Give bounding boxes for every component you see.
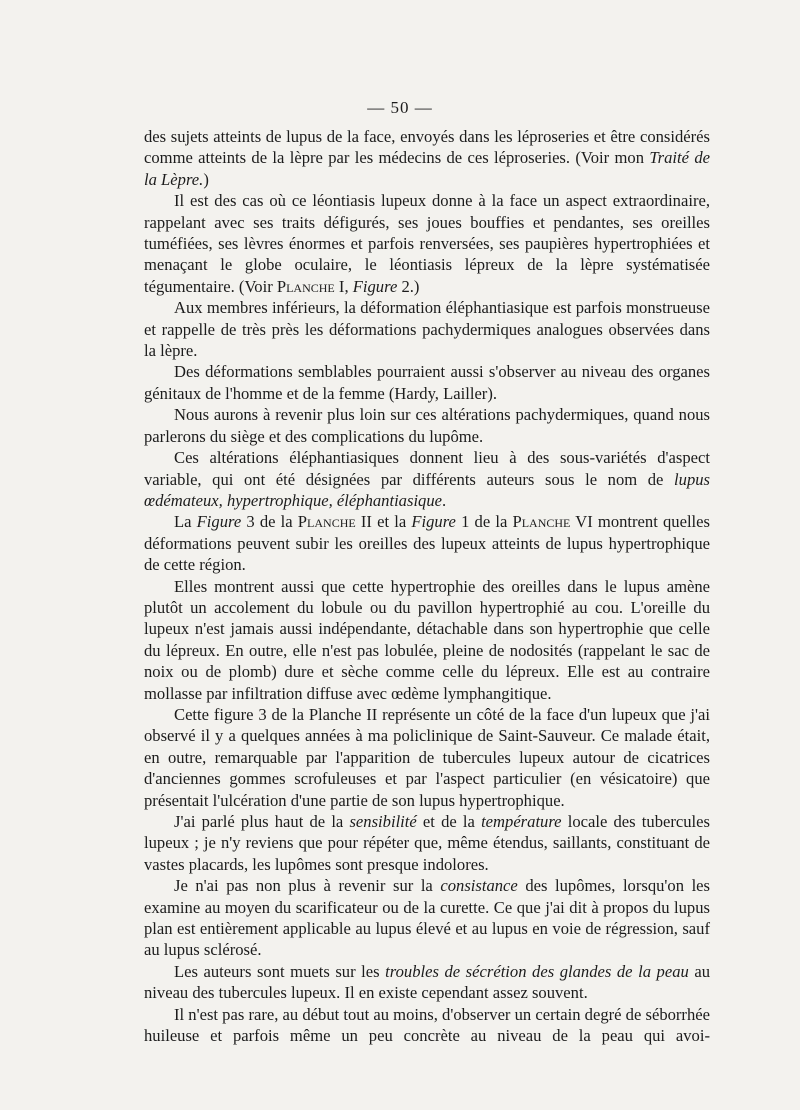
text-segment: Elles montrent aussi que cette hypertrophie des oreilles dans le lupus amène plutôt un accolement du lobule ou du pavillon hypertrophié au cou. L'oreille du lupeux n'est jamais aussi indépendante, détachable dans son hypertrophie que celle du lépreux. En outre, elle n'est pas lobulée, pleine de nodosités (rappelant le sac de noix ou de plomb) dure et sèche comme celle du lépreux. Elle est au contraire mollasse par infiltration diffuse avec œdème lymphangitique. xyxy=(144,576,710,703)
italic-text: sensibilité xyxy=(349,812,417,831)
text-segment: des sujets atteints de lupus de la face, envoyés dans les léproseries et être considérés comme atteints de la lèpre par les médecins de ces léproseries. (Voir mon xyxy=(144,127,710,168)
italic-text: troubles de sécrétion des glandes de la peau xyxy=(385,961,689,981)
text-segment: des lupômes, lorsqu'on les examine au moyen du scarificateur ou de la curette. Ce que j'ai dit à propos du lupus plan est entièrement applicable au lupus élevé et au lupus en voie de régression, sauf au lupus sclérosé. xyxy=(144,876,710,960)
paragraph-p8 xyxy=(144,576,710,704)
text-segment: I, xyxy=(334,276,353,296)
text-segment: 1 de la xyxy=(455,512,513,532)
paragraph-p6 xyxy=(144,447,710,511)
paragraph-p5 xyxy=(144,404,710,447)
text-segment: Nous aurons à revenir plus loin sur ces altérations pachydermiques, quand nous parlerons du siège et des complications du lupôme. xyxy=(144,405,710,446)
text-segment: VI montrent quelles déformations peuvent subir les oreilles des lupeux atteints de lupus hypertrophique de cette région. xyxy=(144,512,710,575)
italic-text: température xyxy=(481,812,562,831)
italic-text: Figure xyxy=(352,276,398,296)
text-segment: Ces altérations éléphantiasiques donnent lieu à des sous-variétés d'aspect variable, qui ont été désignées par différents auteurs sous le nom de xyxy=(144,448,710,489)
small-caps-text: Planche xyxy=(297,512,356,532)
text-segment: au niveau des tubercules lupeux. Il en existe cependant assez souvent. xyxy=(144,961,711,1003)
body-text xyxy=(144,126,710,1046)
text-segment: Cette figure 3 de la Planche II représente un côté de la face d'un lupeux que j'ai observé il y a quelques années à ma policlinique de Saint-Sauveur. Ce malade était, en outre, remarquable par l'apparition de tubercules lupeux autour de cicatrices d'anciennes gommes scrofuleuses et par l'aspect particulier (en vésicatoire) que présentait l'ulcération d'une partie de son lupus hypertrophique. xyxy=(144,704,710,810)
text-segment: ) xyxy=(203,169,209,189)
text-segment: 3 de la xyxy=(241,512,298,532)
text-segment: locale des tubercules lupeux ; je n'y reviens que pour répéter que, même étendus, saillants, constituant de vastes placards, les lupômes sont presque indolores. xyxy=(144,812,710,874)
italic-text: Traité de la Lèpre. xyxy=(144,148,710,189)
paragraph-p2 xyxy=(144,190,710,297)
italic-text: Figure xyxy=(411,512,456,532)
text-segment: et de la xyxy=(416,812,482,831)
small-caps-text: Planche xyxy=(512,512,571,532)
paragraph-p3 xyxy=(144,297,710,361)
italic-text: lupus œdémateux, hypertrophique, éléphantiasique xyxy=(144,469,710,510)
text-segment: J'ai parlé plus haut de la xyxy=(174,812,350,831)
text-segment: Aux membres inférieurs, la déformation éléphantiasique est parfois monstrueuse et rappelle de très près les déformations pachydermiques analogues observées dans la lèpre. xyxy=(144,298,710,361)
paragraph-p12 xyxy=(144,961,710,1004)
text-segment: Je n'ai pas non plus à revenir sur la xyxy=(174,876,441,896)
paragraph-p4 xyxy=(144,361,710,404)
paragraph-p13 xyxy=(144,1004,710,1047)
page-number: — 50 — xyxy=(367,98,433,117)
paragraph-p9 xyxy=(144,704,710,811)
text-segment: La xyxy=(174,512,197,532)
italic-text: Figure xyxy=(196,512,242,532)
text-segment: II et la xyxy=(355,512,412,532)
paragraph-p10 xyxy=(144,811,710,875)
text-segment: . xyxy=(442,490,447,510)
small-caps-text: Planche xyxy=(276,276,335,296)
text-segment: Il n'est pas rare, au début tout au moins, d'observer un certain degré de séborrhée huileuse et parfois même un peu concrète au niveau de la peau qui avoi- xyxy=(144,1004,710,1046)
text-segment: 2.) xyxy=(397,276,420,296)
paragraph-p7 xyxy=(144,511,710,575)
paragraph-p1 xyxy=(144,126,710,190)
text-segment: Il est des cas où ce léontiasis lupeux donne à la face un aspect extraordinaire, rappelant avec ses traits défigurés, ses joues bouffies et pendantes, ses oreilles tuméfiées, ses lèvres énormes et parfois renversées, ses paupières hypertrophiées et menaçant le globe oculaire, le léontiasis lépreux de la lèpre systématisée tégumentaire. (Voir xyxy=(144,191,710,296)
text-segment: Les auteurs sont muets sur les xyxy=(174,961,386,981)
paragraph-p11 xyxy=(144,875,710,961)
italic-text: consistance xyxy=(440,876,518,896)
text-segment: Des déformations semblables pourraient aussi s'observer au niveau des organes génitaux de l'homme et de la femme (Hardy, Lailler). xyxy=(144,362,710,403)
